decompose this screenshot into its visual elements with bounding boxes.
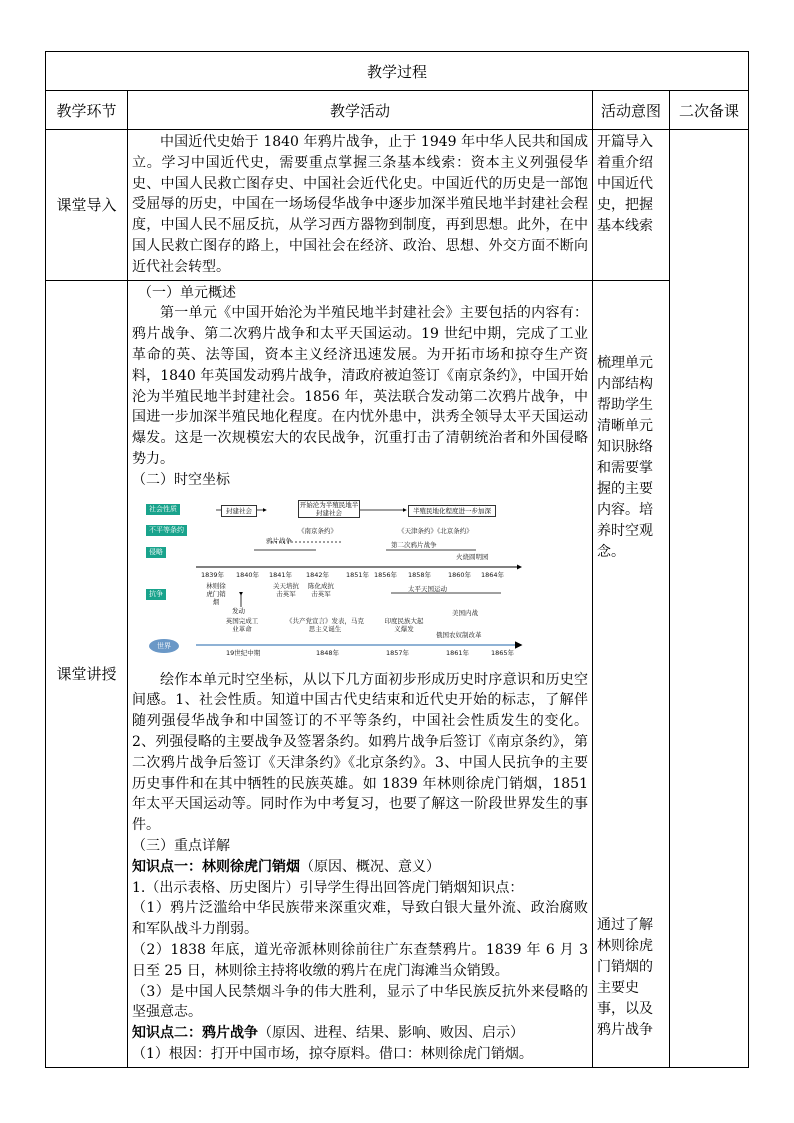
lesson-page bbox=[45, 51, 748, 1068]
nature-box-1: 封建社会 bbox=[221, 505, 257, 517]
year-1839: 1839年 bbox=[201, 570, 225, 579]
world-india: 印度民族大起义爆发 bbox=[384, 616, 424, 633]
header-revision: 二次备课 bbox=[670, 91, 749, 130]
phase-intro: 课堂导入 bbox=[46, 130, 128, 281]
section3-heading: （三）重点详解 bbox=[132, 837, 230, 854]
launch-label: 发动 bbox=[232, 606, 245, 615]
header-phase: 教学环节 bbox=[46, 91, 128, 130]
kp2-line bbox=[132, 1023, 588, 1044]
kp1-item-2: （2）1838 年底，道光帝派林则徐前往广东查禁鸦片。1839 年 6 月 3 日至 25 日，林则徐主持将收缴的鸦片在虎门海滩当众销毁。 bbox=[132, 941, 588, 979]
intent-lecture bbox=[593, 280, 670, 1067]
kp1-sub: （原因、概况、意义） bbox=[300, 858, 440, 875]
year-1841: 1841年 bbox=[269, 570, 293, 579]
tag-resist: 抗争 bbox=[146, 589, 166, 600]
section2-heading: （二）时空坐标 bbox=[132, 471, 230, 488]
tag-world: 世界 bbox=[149, 639, 179, 653]
year-1856: 1856年 bbox=[374, 570, 398, 579]
year-1848: 1848年 bbox=[316, 648, 340, 657]
kp2-title: 知识点二：鸦片战争 bbox=[132, 1025, 258, 1042]
year-1861: 1861年 bbox=[446, 648, 470, 657]
nature-box-2: 开始沦为半殖民地半封建社会 bbox=[299, 500, 359, 517]
world-manifesto: 《共产党宣言》发表，马克思主义诞生 bbox=[286, 616, 364, 633]
table-row-lecture bbox=[46, 280, 749, 1067]
intent-lecture-2: 通过了解林则徐虎门销烟的主要史事，以及鸦片战争 bbox=[597, 916, 653, 1038]
world-industrial: 英国完成工业革命 bbox=[225, 616, 259, 633]
kp1-line bbox=[132, 857, 588, 878]
resist-taiping: 太平天国运动 bbox=[408, 584, 447, 593]
resist-chen: 陈化成抗击英军 bbox=[308, 581, 334, 598]
year-1860: 1860年 bbox=[448, 570, 472, 579]
lesson-table bbox=[45, 51, 749, 1068]
tag-nature: 社会性质 bbox=[146, 504, 180, 515]
world-us-civil-war: 美国内战 bbox=[452, 608, 478, 617]
timeline-figure bbox=[146, 497, 526, 662]
war-second-opium: 第二次鸦片战争 bbox=[391, 540, 437, 549]
revision-cell bbox=[670, 130, 749, 1068]
year-1864: 1864年 bbox=[481, 570, 505, 579]
world-russia-reform: 俄国农奴制改革 bbox=[436, 630, 482, 639]
year-1851: 1851年 bbox=[346, 570, 370, 579]
table-row-intro bbox=[46, 130, 749, 281]
section1-heading: （一）单元概述 bbox=[138, 284, 236, 301]
section2-text: 绘作本单元时空坐标，从以下几方面初步形成历史时序意识和历史空间感。1、社会性质。知道中国古代史结束和近代史开始的标志，了解伴随列强侵华战争和中国签订的不平等条约，中国社会性质发生的变化。2、列强侵略的主要战争及签署条约。如鸦片战争后签订《南京条约》，第二次鸦片战争后签订《天津条约》《北京条约》。3、中国人民抗争的主要历史事件和在其中牺牲的民族英雄。如 1839 年林则徐虎门销烟，1851 年太平天国运动等。同时作为中考复习，也要了解这一阶段世界发生的事件。 bbox=[132, 671, 588, 834]
intro-text: 中国近代史始于 1840 年鸦片战争，止于 1949 年中华人民共和国成立。学习中国近代史，需要重点掌握三条基本线索：资本主义列强侵华史、中国人民救亡图存史、中国社会近代化史。中国近代的历史是一部饱受屈辱的历史，中国在一场场侵华战争中逐步加深半殖民地半封建社会程度，中国人民不屈反抗，从学习西方器物到制度，再到思想。此外，在中国人民救亡图存的路上，中国社会在经济、政治、思想、外交方面不断向近代社会转型。 bbox=[132, 134, 588, 275]
year-1842: 1842年 bbox=[306, 570, 330, 579]
intent-intro: 开篇导入着重介绍中国近代史，把握基本线索 bbox=[593, 130, 670, 281]
treaty-tianjin-beijing: 《天津条约》《北京条约》 bbox=[398, 526, 473, 535]
year-1865: 1865年 bbox=[491, 648, 515, 657]
tag-invasion: 侵略 bbox=[146, 547, 166, 558]
section1-text: 第一单元《中国开始沦为半殖民地半封建社会》主要包括的内容有：鸦片战争、第二次鸦片战争和太平天国运动。19 世纪中期，完成了工业革命的英、法等国，资本主义经济迅速发展。为开拓市场和掠夺生产资料，1840 年英国发动鸦片战争，清政府被迫签订《南京条约》，中国开始沦为半殖民地半封建社会。1856 年，英法联合发动第二次鸦片战争，中国进一步加深半殖民地化程度。在内忧外患中，洪秀全领导太平天国运动爆发。这是一次规模宏大的农民战争，沉重打击了清朝统治者和外国侵略势力。 bbox=[132, 305, 588, 467]
year-mid19: 19世纪中期 bbox=[226, 648, 261, 657]
tag-treaty: 不平等条约 bbox=[146, 525, 187, 536]
year-1840: 1840年 bbox=[236, 570, 260, 579]
intent-lecture-1: 梳理单元内部结构帮助学生清晰单元知识脉络和需要掌握的主要内容。培养时空观念。 bbox=[597, 354, 653, 560]
kp1-item-1: （1）鸦片泛滥给中华民族带来深重灾难，导致白银大量外流、政治腐败和军队战斗力削弱。 bbox=[132, 900, 588, 938]
treaty-nanjing: 《南京条约》 bbox=[298, 526, 337, 535]
kp2-sub: （原因、进程、结果、影响、败因、启示） bbox=[258, 1025, 524, 1042]
kp1-item-3: （3）是中国人民禁烟斗争的伟大胜利，显示了中华民族反抗外来侵略的坚强意志。 bbox=[132, 983, 588, 1021]
war-opium: 鸦片战争 bbox=[266, 536, 292, 545]
resist-guan: 关天培抗击英军 bbox=[273, 581, 299, 598]
header-activity: 教学活动 bbox=[128, 91, 593, 130]
activity-intro bbox=[128, 130, 593, 281]
header-intent: 活动意图 bbox=[593, 91, 670, 130]
kp1-title: 知识点一：林则徐虎门销烟 bbox=[132, 858, 300, 875]
activity-lecture bbox=[128, 280, 593, 1067]
resist-humen: 林则徐虎门销烟 bbox=[206, 581, 226, 606]
phase-lecture: 课堂讲授 bbox=[46, 280, 128, 1067]
nature-box-3: 半殖民地化程度进一步加深 bbox=[408, 505, 496, 517]
table-title: 教学过程 bbox=[46, 52, 749, 91]
kp1-intro: 1.（出示表格、历史图片）引导学生得出回答虎门销烟知识点： bbox=[132, 879, 524, 896]
kp2-item-1: （1）根因：打开中国市场，掠夺原料。借口：林则徐虎门销烟。 bbox=[132, 1045, 533, 1062]
event-yuanmingyuan: 火烧圆明园 bbox=[456, 552, 489, 561]
year-1857: 1857年 bbox=[386, 648, 410, 657]
year-1858: 1858年 bbox=[408, 570, 432, 579]
